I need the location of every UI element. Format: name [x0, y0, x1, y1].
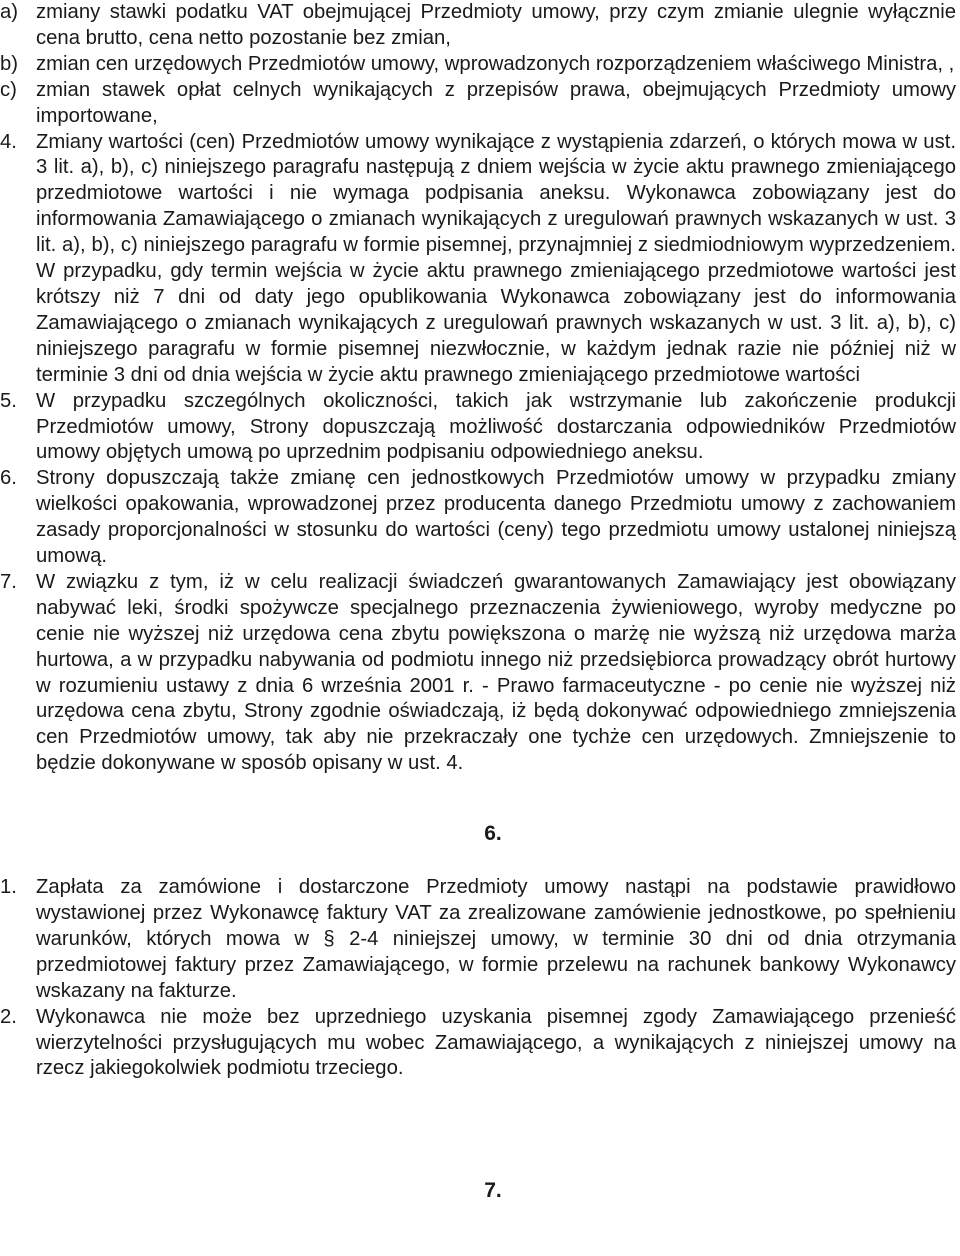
item-marker: 6.: [0, 467, 17, 490]
item-marker: 5.: [0, 389, 17, 412]
paragraph-5: [0, 389, 956, 467]
list-item-c: [0, 78, 956, 130]
item-text: W przypadku szczególnych okoliczności, takich jak wstrzymanie lub zakończenie produkcji Przedmiotów umowy, Strony dopuszczają możliwość dostarczania odpowiedników Przedmiotów umowy objętych umową po uprzednim podpisaniu odpowiedniego aneksu.: [36, 389, 956, 464]
section-6-item-2: [0, 1005, 956, 1083]
item-marker: 4.: [0, 130, 17, 153]
item-text: Strony dopuszczają także zmianę cen jednostkowych Przedmiotów umowy w przypadku zmiany wielkości opakowania, wprowadzonej przez producenta danego Przedmiotu umowy z zachowaniem zasady proporcjonalności w stosunku do wartości (ceny) tego przedmiotu umowy ustalonej niniejszą umową.: [36, 467, 956, 568]
item-marker: 1.: [0, 876, 17, 899]
item-marker: b): [0, 52, 19, 75]
item-marker: c): [0, 78, 17, 101]
list-item-b: [0, 52, 956, 78]
item-text: zmian stawek opłat celnych wynikających z przepisów prawa, obejmujących Przedmioty umowy importowane,: [36, 78, 956, 127]
paragraph-7: [0, 570, 956, 777]
item-text: Zmiany wartości (cen) Przedmiotów umowy wynikające z wystąpienia zdarzeń, o których mowa w ust. 3 lit. a), b), c) niniejszego paragrafu następują z dniem wejścia w życie aktu prawnego zmieniającego przedmiotowe wartości i nie wymaga podpisania aneksu. Wykonawca zobowiązany jest do informowania Zamawiającego o zmianach wynikających z uregulowań prawnych wskazanych w ust. 3 lit. a), b), c) niniejszego paragrafu w formie pisemnej, przynajmniej z siedmiodniowym wyprzedzeniem. W przypadku, gdy termin wejścia w życie aktu prawnego zmieniającego przedmiotowe wartości jest krótszy niż 7 dni od daty jego opublikowania Wykonawca zobowiązany jest do informowania Zamawiającego o zmianach wynikających z uregulowań prawnych wskazanych w ust. 3 lit. a), b), c) niniejszego paragrafu w formie pisemnej niezwłocznie, w każdym jednak razie nie później niż w terminie 3 dni od dnia wejścia w życie aktu prawnego zmieniającego przedmiotowe wartości: [36, 130, 956, 386]
item-marker: 7.: [0, 570, 17, 593]
item-text: zmiany stawki podatku VAT obejmującej Przedmioty umowy, przy czym zmianie ulegnie wyłącznie cena brutto, cena netto pozostanie bez zmian,: [36, 1, 956, 49]
item-text: W związku z tym, iż w celu realizacji świadczeń gwarantowanych Zamawiający jest obowiązany nabywać leki, środki spożywcze specjalnego przeznaczenia żywieniowego, wyroby medyczne po cenie nie wyższej niż urzędowa cena zbytu powiększona o marżę nie wyższą niż urzędowa marża hurtowa, a w przypadku nabywania od podmiotu innego niż przedsiębiorca prowadzący obrót hurtowy w rozumieniu ustawy z dnia 6 września 2001 r. - Prawo farmaceutyczne - po cenie nie wyższej niż urzędowa cena zbytu, Strony zgodnie oświadczają, iż będą dokonywać odpowiedniego zmniejszenia cen Przedmiotów umowy, tak aby nie przekraczały one tychże cen urzędowych. Zmniejszenie to będzie dokonywane w sposób opisany w ust. 4.: [36, 570, 956, 775]
item-text: Wykonawca nie może bez uprzedniego uzyskania pisemnej zgody Zamawiającego przenieść wierzytelności przysługujących mu wobec Zamawiającego, a wynikających z niniejszej umowy na rzecz jakiegokolwiek podmiotu trzeciego.: [36, 1005, 956, 1080]
section-6-heading: 6.: [484, 822, 502, 846]
paragraph-4: [0, 130, 956, 389]
item-marker: a): [0, 1, 19, 23]
item-marker: 2.: [0, 1005, 17, 1028]
paragraph-6: [0, 466, 956, 570]
section-6-item-1: [0, 875, 956, 1005]
item-text: Zapłata za zamówione i dostarczone Przedmioty umowy nastąpi na podstawie prawidłowo wystawionej przez Wykonawcę faktury VAT za zrealizowane zamówienie jednostkowe, po spełnieniu warunków, których mowa w § 2-4 niniejszej umowy, w terminie 30 dni od dnia otrzymania przedmiotowej faktury przez Zamawiającego, w formie przelewu na rachunek bankowy Wykonawcy wskazany na fakturze.: [36, 876, 956, 1002]
item-text: zmian cen urzędowych Przedmiotów umowy, wprowadzonych rozporządzeniem właściwego Ministra, ,: [36, 52, 955, 75]
list-item-a: [0, 0, 956, 52]
section-7-heading: 7.: [484, 1179, 502, 1203]
